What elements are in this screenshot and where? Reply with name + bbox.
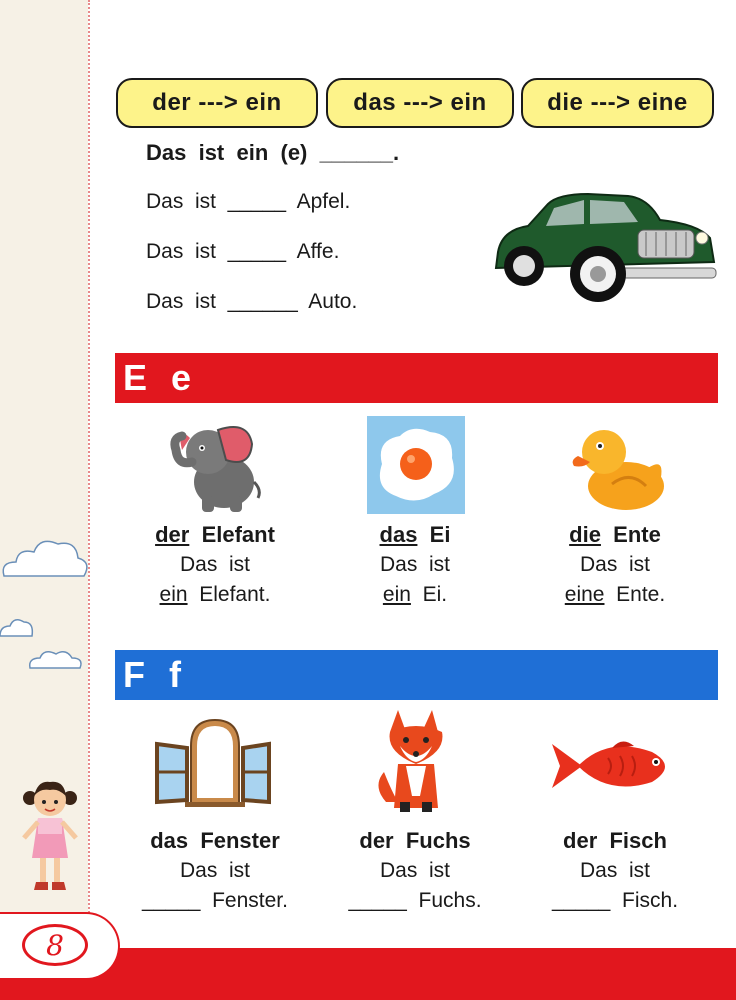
article-to: eine (637, 89, 688, 116)
article-to: ein (450, 89, 487, 116)
sentence-end: _____ Fenster. (142, 889, 288, 912)
article-rule-die (521, 78, 714, 128)
sentence-end (120, 580, 310, 610)
word-card-fenster (120, 826, 310, 916)
uppercase-letter: E (123, 357, 148, 398)
article-from: das (353, 89, 397, 116)
word-card-fisch (520, 826, 710, 916)
article-rule-der (116, 78, 318, 128)
exercise-sentence-3: Das ist ______ Auto. (146, 290, 358, 313)
sentence-end: _____ Fisch. (551, 889, 679, 912)
car-image (488, 190, 718, 310)
sentence-end (320, 580, 510, 610)
exercise-sentence-1: Das ist _____ Apfel. (146, 190, 351, 213)
sentence-start: Das ist (579, 553, 650, 576)
sentence-start: Das ist (379, 553, 450, 576)
sentence-end: _____ Fuchs. (348, 889, 482, 912)
word-title: das Fenster (150, 828, 280, 853)
noun: Ei (429, 522, 451, 547)
fish-image (548, 734, 678, 800)
word-card-elefant (120, 520, 310, 610)
fox-image (376, 706, 456, 816)
word-title: der Fisch (563, 828, 667, 853)
article: das (379, 522, 418, 547)
word-card-ente (520, 520, 710, 610)
article: die (569, 522, 601, 547)
sentence-start: Das ist (179, 553, 250, 576)
word-card-ei (320, 520, 510, 610)
word-title (120, 520, 310, 550)
word-title (320, 520, 510, 550)
sentence-end (520, 580, 710, 610)
arrow: ---> (590, 89, 631, 116)
letter-band-f (115, 650, 718, 700)
filled-article: ein (159, 583, 188, 606)
cloud-icon (0, 612, 36, 642)
lowercase-letter: e (171, 357, 192, 398)
sentence-start: Das ist (379, 859, 450, 882)
filled-article: eine (564, 583, 605, 606)
cloud-icon (0, 528, 90, 588)
sentence-start: Das ist (179, 859, 250, 882)
duck-image (568, 416, 668, 516)
filled-article: ein (382, 583, 411, 606)
letter-band-e (115, 353, 718, 403)
article-rule-das (326, 78, 514, 128)
cloud-icon (28, 646, 84, 674)
arrow: ---> (198, 89, 239, 116)
page-number: 8 (22, 924, 88, 966)
word-title (520, 520, 710, 550)
noun-end: Ente. (616, 583, 666, 606)
word-title: der Fuchs (359, 828, 471, 853)
noun: Elefant (201, 522, 275, 547)
egg-icon (372, 424, 460, 506)
exercise-sentence-2: Das ist _____ Affe. (146, 240, 340, 263)
article-to: ein (245, 89, 282, 116)
arrow: ---> (403, 89, 444, 116)
uppercase-letter: F (123, 654, 145, 695)
elephant-image (168, 416, 264, 516)
margin-line (88, 0, 90, 925)
noun-end: Ei. (422, 583, 448, 606)
article-from: die (547, 89, 584, 116)
lowercase-letter: f (169, 654, 181, 695)
sentence-start: Das ist (579, 859, 650, 882)
noun: Ente (613, 522, 661, 547)
article-from: der (152, 89, 192, 116)
girl-image (18, 776, 82, 896)
word-card-fuchs (320, 826, 510, 916)
article: der (155, 522, 190, 547)
noun-end: Elefant. (199, 583, 271, 606)
exercise-title: Das ist ein (e) ______. (146, 140, 400, 165)
window-image (155, 716, 271, 808)
